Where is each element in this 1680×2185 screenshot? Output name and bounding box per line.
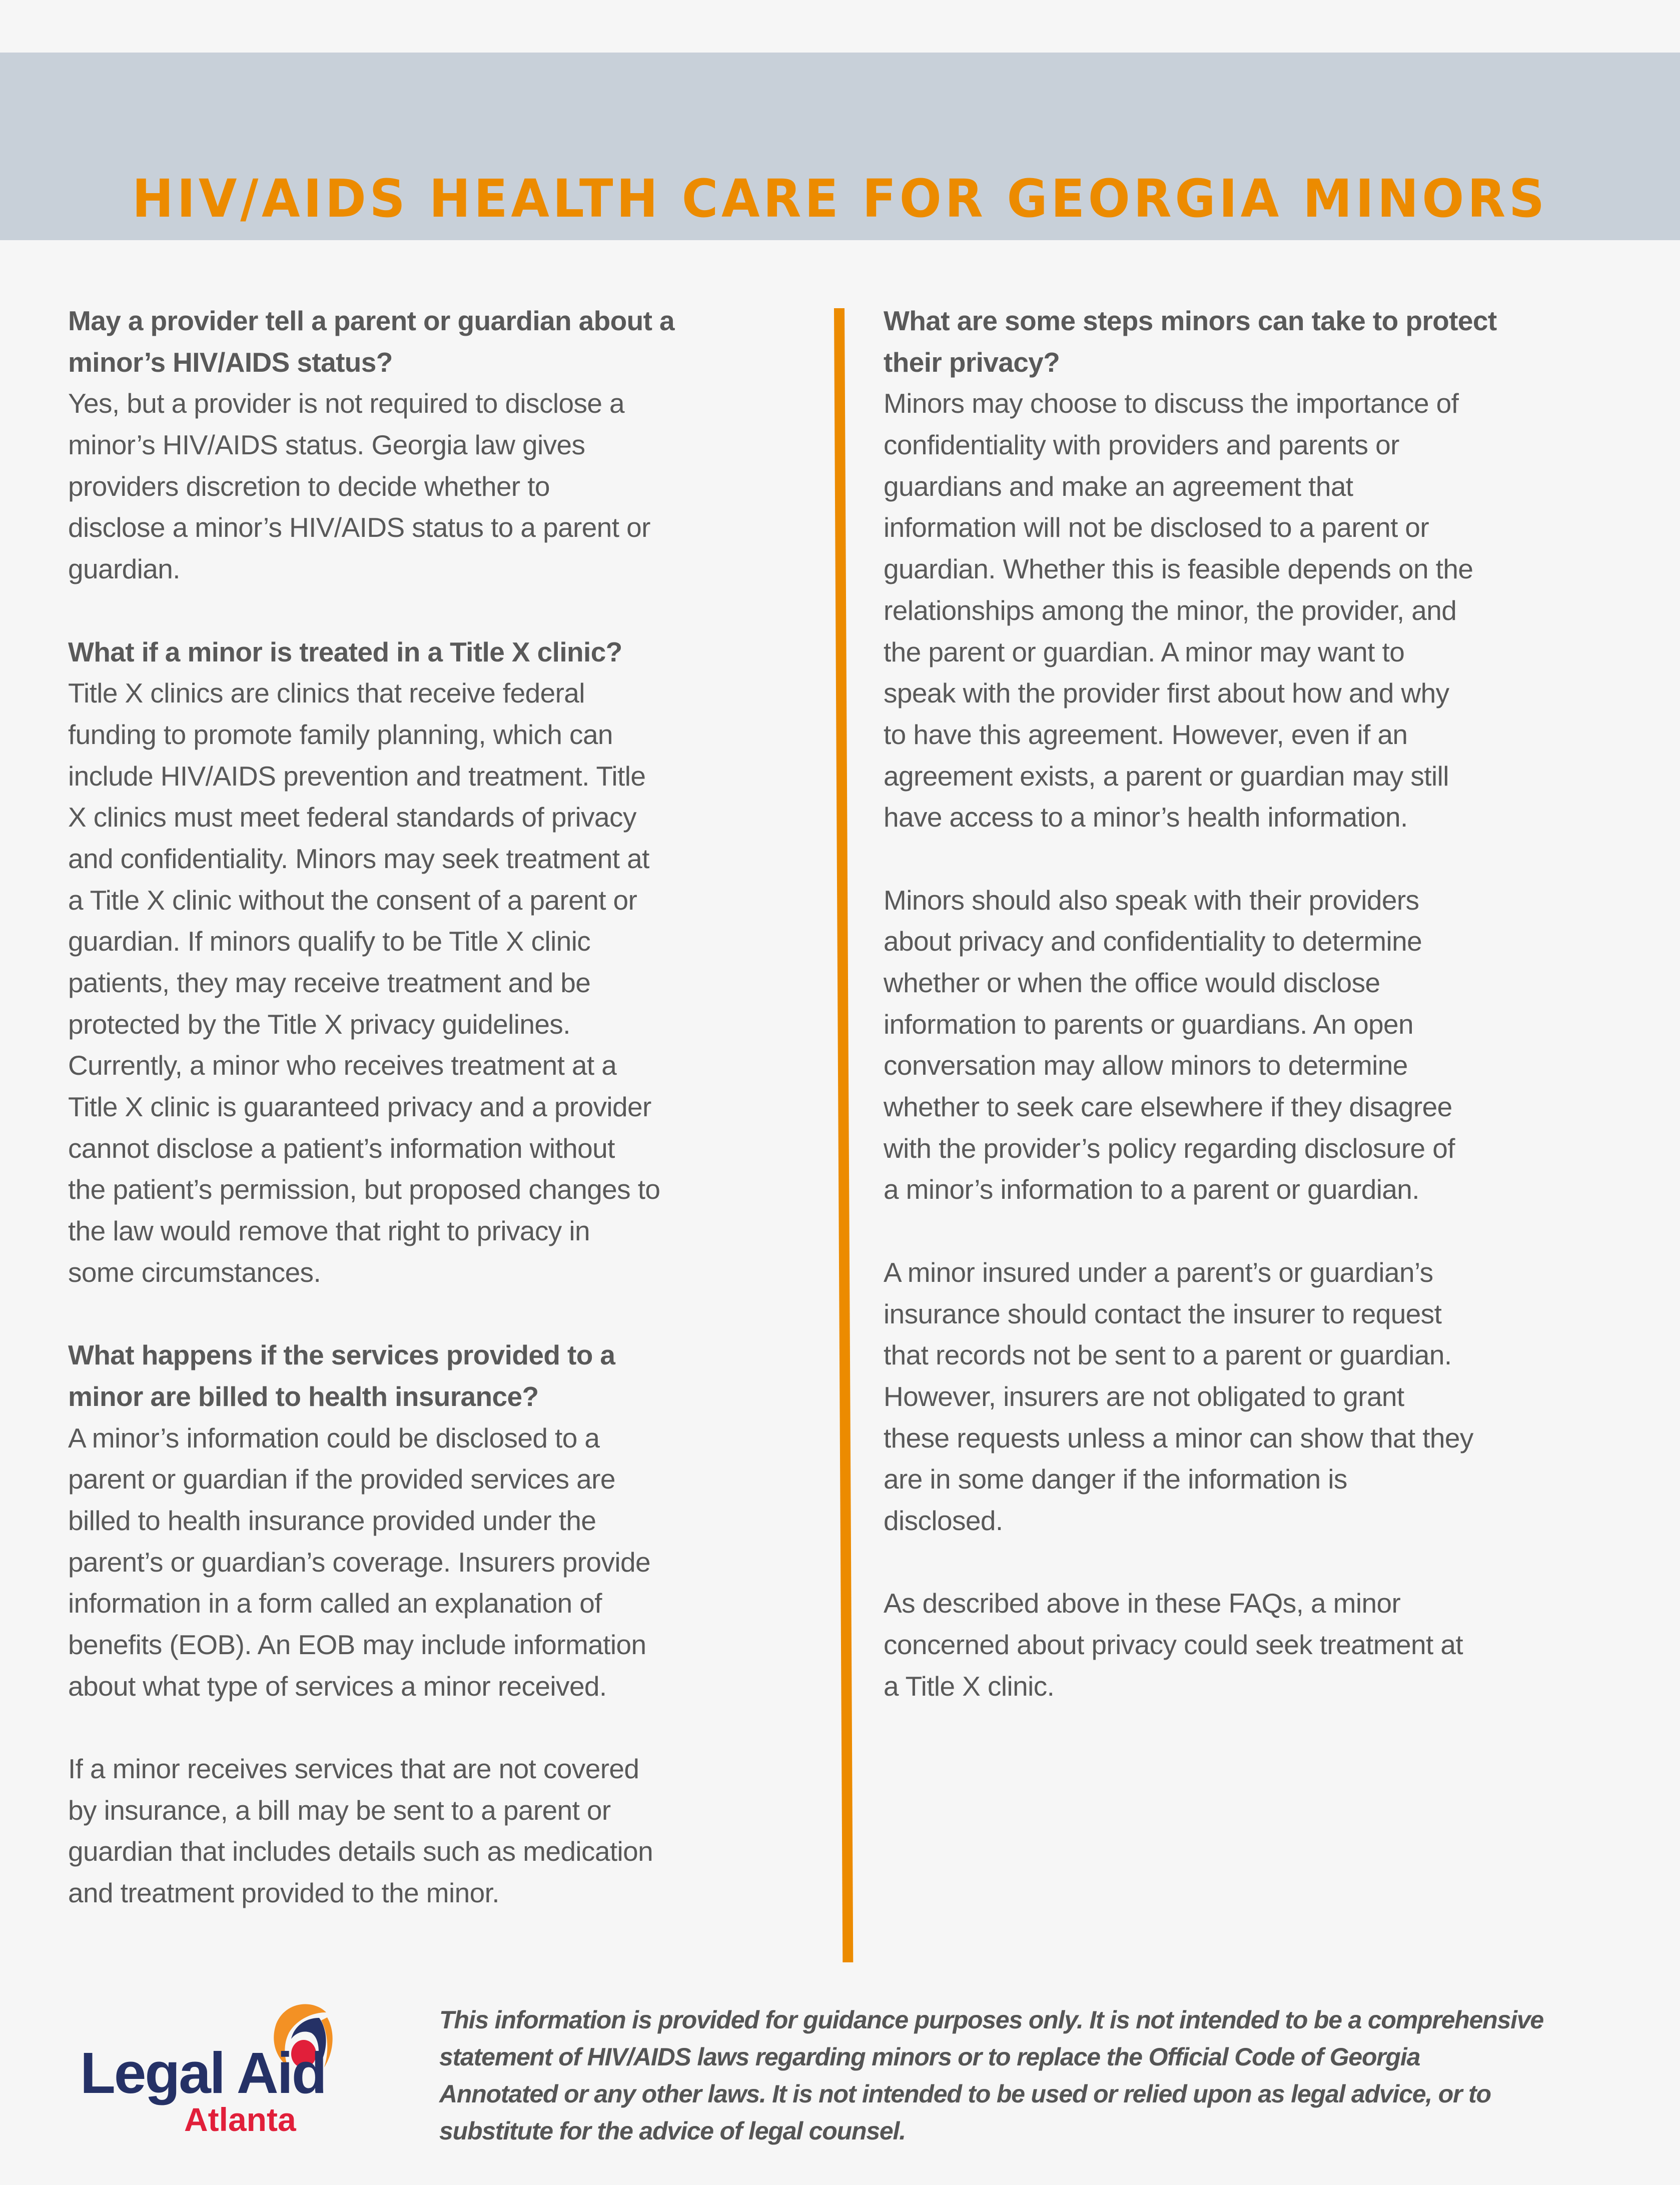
faq-question: minor are billed to health insurance? [68, 1380, 539, 1412]
faq-answer-line: whether or when the office would disclose [884, 967, 1380, 998]
faq-answer-line: relationships among the minor, the provider, and [884, 594, 1457, 626]
faq-answer-line: X clinics must meet federal standards of privacy [68, 802, 636, 833]
disclaimer-line: substitute for the advice of legal counsel. [439, 2117, 906, 2145]
faq-answer-line: parent or guardian if the provided services are [68, 1464, 615, 1495]
paragraph-spacer [884, 838, 1609, 880]
faq-answer-line: some circumstances. [68, 1256, 321, 1288]
faq-answer-line: to have this agreement. However, even if an [884, 718, 1408, 750]
faq-answer-line: However, insurers are not obligated to grant [884, 1380, 1404, 1412]
faq-answer-line: funding to promote family planning, which can [68, 718, 613, 750]
faq-question: What if a minor is treated in a Title X clinic? [68, 636, 622, 667]
faq-answer-line: guardians and make an agreement that [884, 470, 1353, 502]
faq-answer-line: the patient’s permission, but proposed changes to [68, 1174, 660, 1205]
faq-question: What are some steps minors can take to protect [884, 305, 1497, 336]
faq-answer-line: agreement exists, a parent or guardian may still [884, 760, 1449, 792]
faq-answer-line: a Title X clinic without the consent of a parent or [68, 884, 637, 916]
faq-answer-line: the law would remove that right to privacy in [68, 1215, 590, 1247]
faq-answer-line: A minor’s information could be disclosed to a [68, 1422, 600, 1453]
disclaimer-line: statement of HIV/AIDS laws regarding minors or to replace the Official Code of Georgia [439, 2043, 1420, 2071]
page-title-text: HIV/AIDS HEALTH CARE FOR GEORGIA MINORS [132, 168, 1548, 229]
legal-aid-atlanta-logo [75, 1996, 375, 2146]
faq-answer-line: and confidentiality. Minors may seek treatment at [68, 843, 649, 874]
faq-answer-line: Currently, a minor who receives treatment at a [68, 1050, 617, 1081]
faq-answer-line: and treatment provided to the minor. [68, 1877, 499, 1909]
faq-answer-line: A minor insured under a parent’s or guardian’s [884, 1256, 1433, 1288]
faq-answer-line: minor’s HIV/AIDS status. Georgia law gives [68, 429, 585, 461]
faq-answer-line: these requests unless a minor can show that they [884, 1422, 1473, 1453]
faq-answer-line: If a minor receives services that are not covered [68, 1753, 639, 1785]
faq-answer-line: providers discretion to decide whether to [68, 470, 550, 502]
paragraph-spacer [68, 590, 793, 631]
faq-answer-line: cannot disclose a patient’s information without [68, 1132, 615, 1164]
faq-answer-line: insurance should contact the insurer to request [884, 1298, 1442, 1329]
faq-answer-line: speak with the provider first about how and why [884, 677, 1449, 709]
faq-answer-line: that records not be sent to a parent or guardian. [884, 1339, 1452, 1371]
faq-answer-line: guardian. Whether this is feasible depends on the [884, 553, 1473, 585]
faq-answer-line: guardian. [68, 553, 180, 585]
faq-answer-line: patients, they may receive treatment and be [68, 967, 591, 998]
faq-question: minor’s HIV/AIDS status? [68, 346, 393, 378]
title-banner [0, 53, 1680, 240]
faq-answer-line: by insurance, a bill may be sent to a parent or [68, 1794, 611, 1826]
column-divider [834, 308, 853, 1962]
faq-question: May a provider tell a parent or guardian about a [68, 305, 675, 336]
logo-city: Atlanta [184, 2101, 296, 2138]
faq-answer-line: Minors may choose to discuss the importance of [884, 388, 1459, 419]
faq-answer-line: benefits (EOB). An EOB may include information [68, 1629, 646, 1660]
faq-answer-line: whether to seek care elsewhere if they disagree [884, 1091, 1452, 1123]
faq-answer-line: Minors should also speak with their providers [884, 884, 1419, 916]
faq-question: What happens if the services provided to a [68, 1339, 615, 1371]
right-column [884, 300, 1609, 1707]
paragraph-spacer [884, 1210, 1609, 1252]
faq-answer-line: have access to a minor’s health information. [884, 802, 1408, 833]
faq-answer-line: Title X clinic is guaranteed privacy and a provider [68, 1091, 651, 1123]
disclaimer-line: This information is provided for guidance purposes only. It is not intended to be a comprehensive [439, 2006, 1544, 2034]
faq-answer-line: conversation may allow minors to determine [884, 1050, 1408, 1081]
paragraph-spacer [68, 1293, 793, 1335]
faq-answer-line: concerned about privacy could seek treatment at [884, 1629, 1463, 1660]
faq-answer-line: information in a form called an explanation of [68, 1588, 602, 1619]
faq-answer-line: protected by the Title X privacy guidelines. [68, 1008, 570, 1040]
paragraph-spacer [68, 1707, 793, 1748]
faq-answer-line: guardian that includes details such as medication [68, 1836, 653, 1867]
faq-answer-line: the parent or guardian. A minor may want to [884, 636, 1405, 667]
faq-answer-line: guardian. If minors qualify to be Title X clinic [68, 926, 591, 957]
logo-wordmark: Legal Aid [80, 2040, 326, 2105]
faq-answer-line: information will not be disclosed to a parent or [884, 512, 1429, 543]
faq-answer-line: disclose a minor’s HIV/AIDS status to a parent or [68, 512, 650, 543]
faq-answer-line: about privacy and confidentiality to determine [884, 926, 1422, 957]
faq-answer-line: about what type of services a minor received. [68, 1670, 607, 1702]
faq-answer-line: Title X clinics are clinics that receive federal [68, 677, 585, 709]
faq-answer-line: parent’s or guardian’s coverage. Insurers provide [68, 1546, 650, 1578]
faq-answer-line: a minor’s information to a parent or guardian. [884, 1174, 1419, 1205]
faq-answer-line: a Title X clinic. [884, 1670, 1055, 1702]
faq-answer-line: are in some danger if the information is [884, 1464, 1347, 1495]
faq-answer-line: confidentiality with providers and parents or [884, 429, 1399, 461]
disclaimer-line: Annotated or any other laws. It is not intended to be used or relied upon as legal advice, or to [439, 2080, 1491, 2108]
paragraph-spacer [884, 1542, 1609, 1583]
disclaimer [439, 2001, 1615, 2149]
faq-answer-line: disclosed. [884, 1505, 1003, 1536]
faq-answer-line: include HIV/AIDS prevention and treatment. Title [68, 760, 646, 792]
page-title [0, 169, 1680, 229]
faq-answer-line: Yes, but a provider is not required to disclose a [68, 388, 625, 419]
left-column [68, 300, 793, 1914]
faq-answer-line: information to parents or guardians. An open [884, 1008, 1414, 1040]
faq-answer-line: with the provider’s policy regarding disclosure of [884, 1132, 1455, 1164]
faq-question: their privacy? [884, 346, 1060, 378]
faq-answer-line: billed to health insurance provided under the [68, 1505, 596, 1536]
faq-answer-line: As described above in these FAQs, a minor [884, 1588, 1401, 1619]
